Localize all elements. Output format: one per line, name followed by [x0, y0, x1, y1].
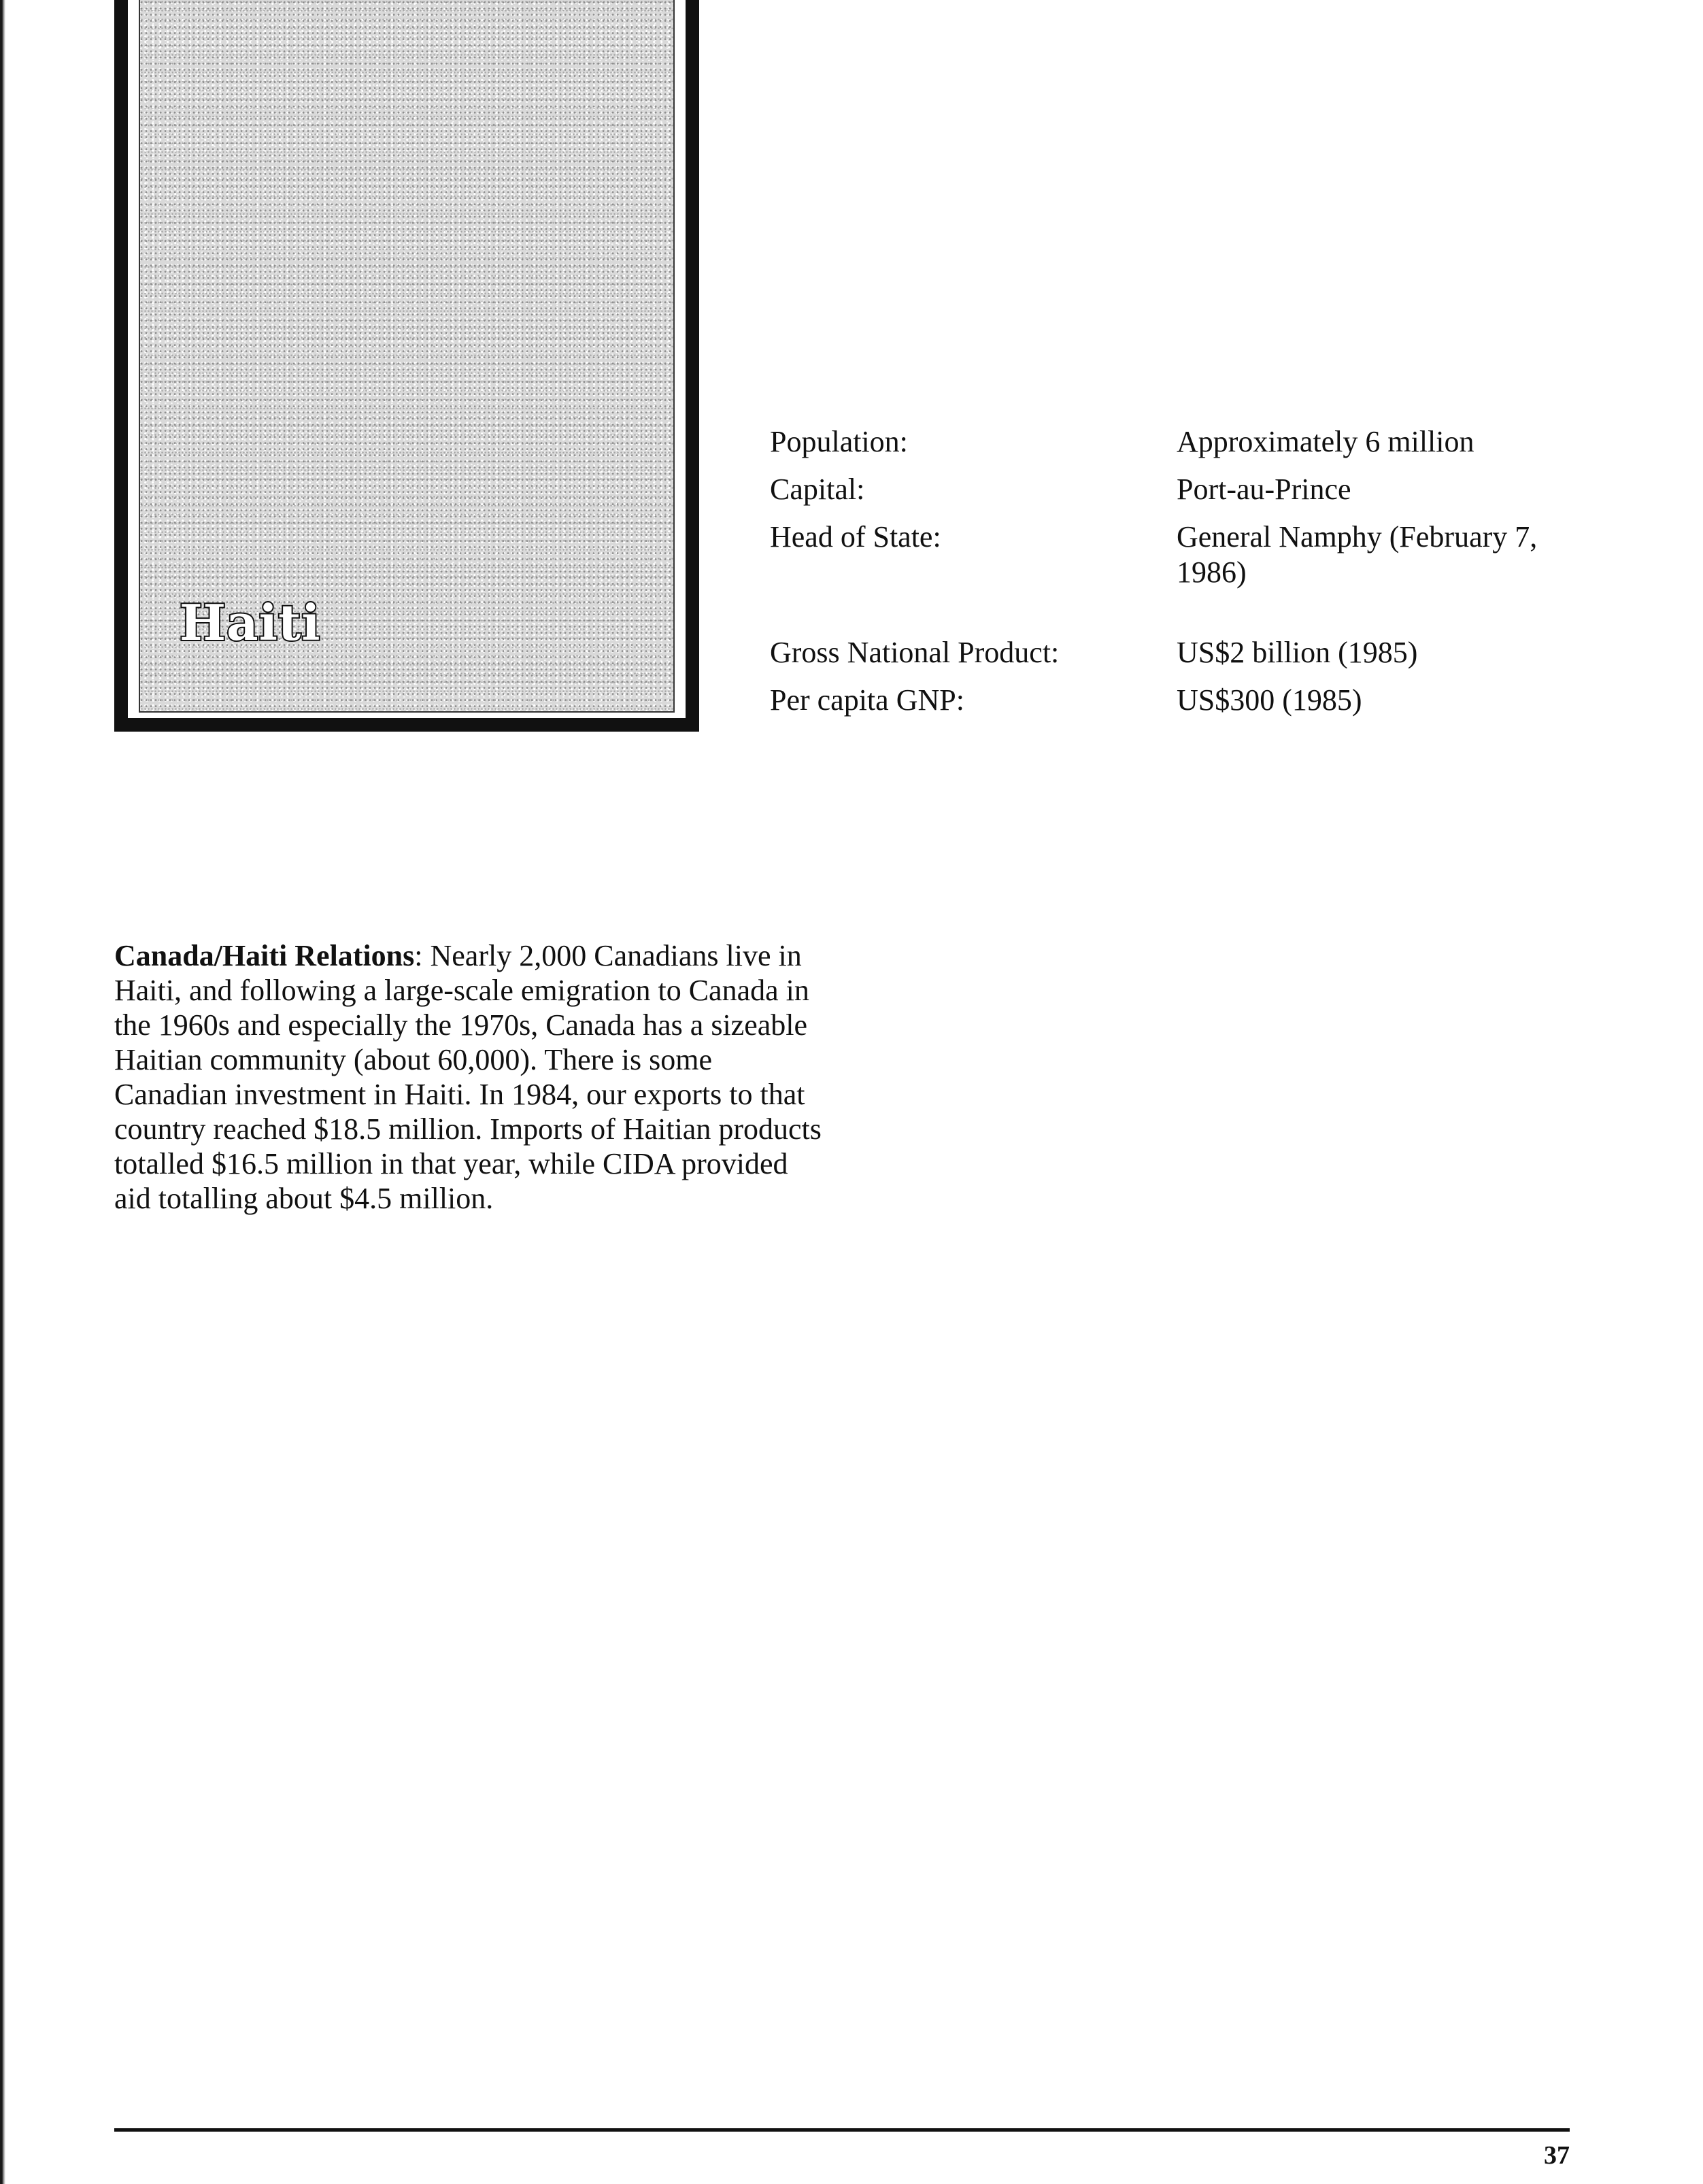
fact-sheet: [770, 424, 1591, 730]
relations-paragraph: [114, 938, 822, 1216]
fact-value: Port-au-Prince: [1177, 473, 1351, 506]
fact-row-capital: [770, 472, 1591, 507]
fact-row-gnp: [770, 635, 1591, 670]
fact-value: Approximately 6 million: [1177, 425, 1474, 458]
binding-edge: [0, 0, 5, 2184]
fact-row-population: [770, 424, 1591, 460]
relations-text: : Nearly 2,000 Canadians live in Haiti, and following a large-scale emigration to Canada in the 1960s and especially the 1970s, Canada has a sizeable Haitian community (about 60,000). There is some Canadian investment in Haiti. In 1984, our exports to that country reached $18.5 million. Imports of Haitian products totalled $16.5 million in that year, while CIDA provided aid totalling about $4.5 million.: [114, 939, 822, 1215]
country-title-panel: [114, 0, 699, 732]
fact-label: Population:: [770, 425, 908, 458]
page-number: 37: [1544, 2141, 1570, 2170]
fact-label: Per capita GNP:: [770, 683, 964, 717]
fact-row-per-capita-gnp: [770, 683, 1591, 718]
relations-heading: Canada/Haiti Relations: [114, 939, 415, 972]
country-title: Haiti: [180, 594, 321, 651]
footer-rule: [114, 2128, 1570, 2132]
fact-value: US$300 (1985): [1177, 683, 1362, 717]
fact-row-head-of-state: [770, 519, 1591, 590]
fact-label: Gross National Product:: [770, 636, 1060, 669]
fact-label: Capital:: [770, 473, 865, 506]
fact-value: General Namphy (February 7, 1986): [1177, 520, 1538, 589]
fact-value: US$2 billion (1985): [1177, 636, 1418, 669]
fact-label: Head of State:: [770, 520, 941, 553]
